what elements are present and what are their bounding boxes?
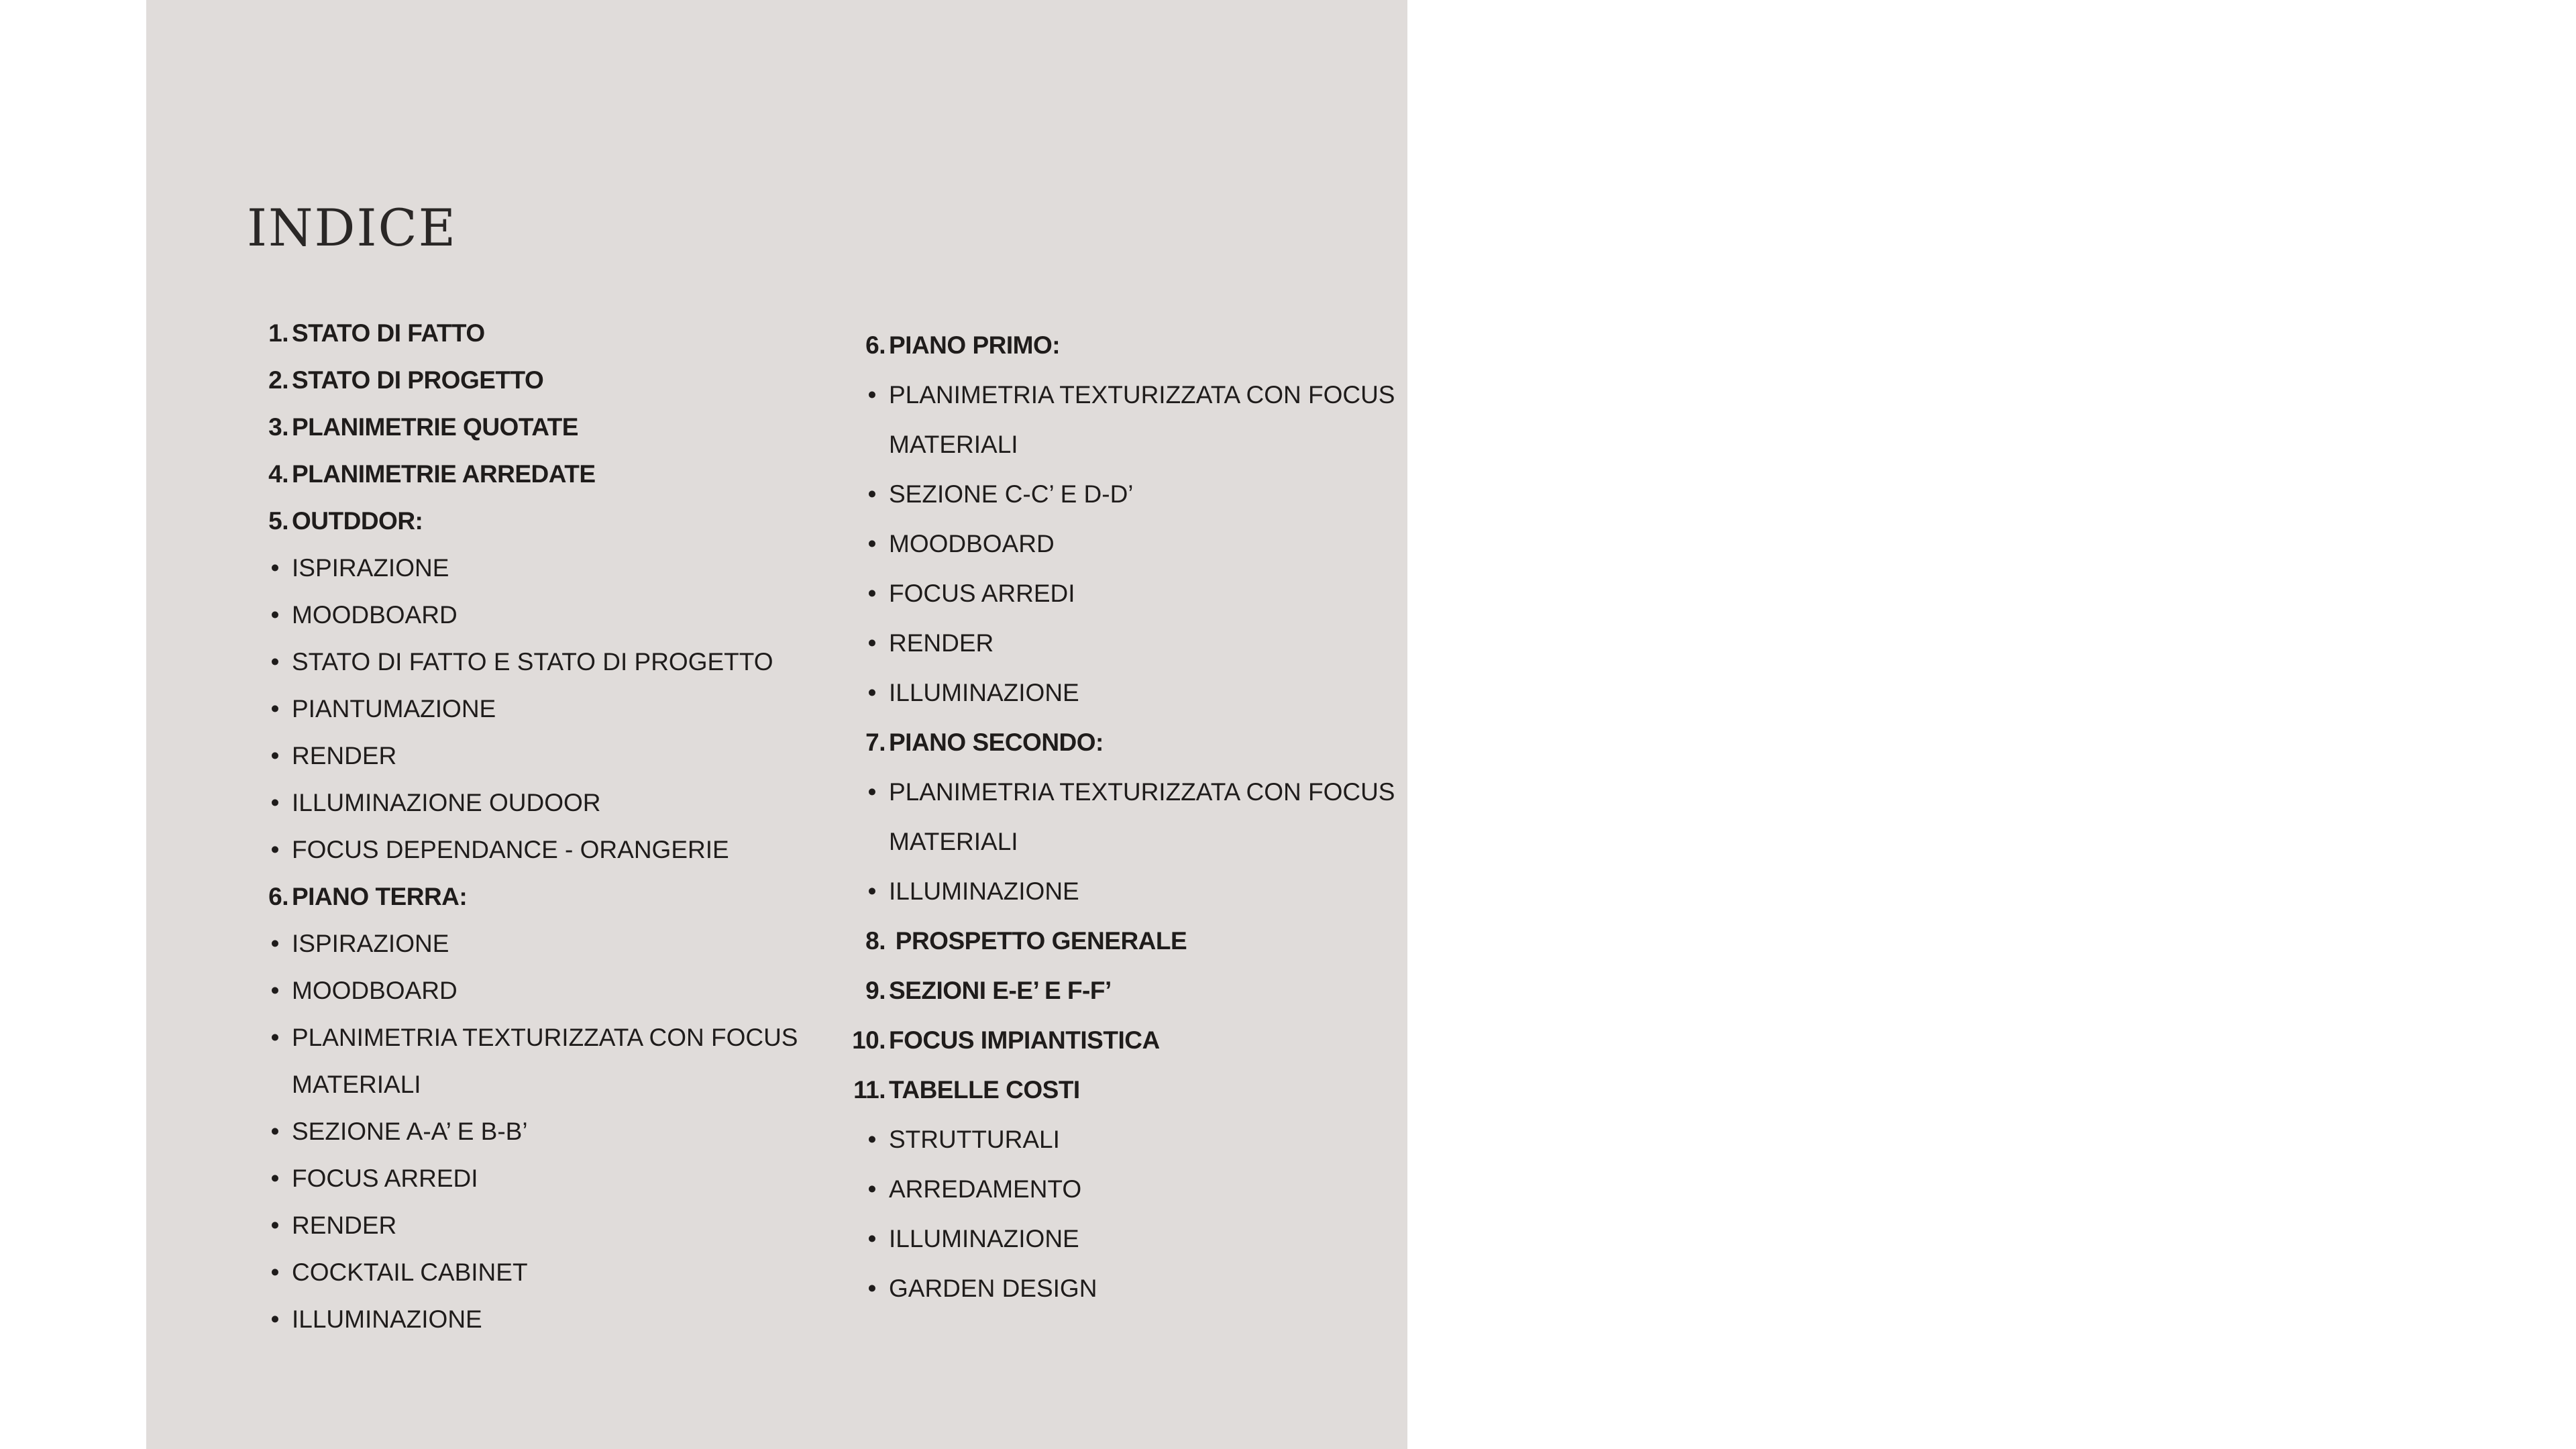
index-item-label: STATO DI PROGETTO	[292, 366, 544, 394]
bullet-marker: •	[270, 789, 280, 816]
index-subitem	[798, 619, 1402, 668]
index-item-label: PLANIMETRIE ARREDATE	[292, 460, 596, 488]
section-number: 1.	[268, 319, 288, 347]
index-subitem	[798, 1214, 1402, 1264]
index-subitem	[201, 592, 805, 639]
index-subitem-continuation	[798, 420, 1402, 470]
index-item-label: PLANIMETRIA TEXTURIZZATA CON FOCUS	[292, 1024, 798, 1051]
index-item-label: FOCUS ARREDI	[292, 1165, 478, 1192]
index-item-label: SEZIONE C-C’ E D-D’	[889, 480, 1134, 508]
bullet-marker: •	[867, 1275, 877, 1302]
index-item-label: MOODBOARD	[292, 601, 458, 629]
bullet-marker: •	[270, 1024, 280, 1051]
index-subitem	[201, 1014, 805, 1061]
index-item-label: ILLUMINAZIONE OUDOOR	[292, 789, 601, 816]
index-subitem	[798, 767, 1402, 817]
index-column-left	[201, 310, 805, 1343]
index-item-label: OUTDDOR:	[292, 507, 423, 535]
index-item-label: SEZIONE A-A’ E B-B’	[292, 1118, 528, 1145]
index-item-label: MOODBOARD	[889, 530, 1055, 557]
section-number: 6.	[268, 883, 288, 910]
index-subitem	[201, 780, 805, 826]
index-section	[798, 321, 1402, 370]
bullet-marker: •	[867, 1175, 877, 1203]
section-number: 3.	[268, 413, 288, 441]
bullet-marker: •	[867, 1225, 877, 1252]
index-subitem	[798, 569, 1402, 619]
index-subitem	[798, 470, 1402, 519]
index-section	[798, 916, 1402, 966]
index-section	[798, 718, 1402, 767]
index-subitem	[201, 1202, 805, 1249]
index-section	[201, 404, 805, 451]
bullet-marker: •	[867, 530, 877, 557]
bullet-marker: •	[270, 1165, 280, 1192]
index-item-label: PROSPETTO GENERALE	[889, 927, 1187, 955]
index-item-label: RENDER	[889, 629, 994, 657]
index-subitem	[798, 668, 1402, 718]
index-section	[798, 1065, 1402, 1115]
bullet-marker: •	[867, 629, 877, 657]
index-item-label: PLANIMETRIA TEXTURIZZATA CON FOCUS	[889, 381, 1395, 409]
section-number: 4.	[268, 460, 288, 488]
index-item-label: FOCUS ARREDI	[889, 580, 1075, 607]
index-subitem	[201, 1155, 805, 1202]
index-item-label: RENDER	[292, 742, 397, 769]
index-subitem	[201, 967, 805, 1014]
index-subitem	[201, 545, 805, 592]
index-item-label: GARDEN DESIGN	[889, 1275, 1097, 1302]
bullet-marker: •	[270, 1118, 280, 1145]
section-number: 6.	[865, 331, 885, 359]
index-item-label: MATERIALI	[889, 431, 1018, 458]
index-section	[201, 357, 805, 404]
section-number: 10.	[852, 1026, 885, 1054]
bullet-marker: •	[270, 742, 280, 769]
index-subitem	[798, 867, 1402, 916]
index-item-label: FOCUS IMPIANTISTICA	[889, 1026, 1160, 1054]
bullet-marker: •	[270, 554, 280, 582]
index-subitem-continuation	[798, 817, 1402, 867]
bullet-marker: •	[270, 1212, 280, 1239]
index-item-label: SEZIONI E-E’ E F-F’	[889, 977, 1112, 1004]
index-item-label: ILLUMINAZIONE	[889, 877, 1079, 905]
index-item-label: FOCUS DEPENDANCE - ORANGERIE	[292, 836, 729, 863]
index-subitem	[798, 1115, 1402, 1165]
index-subitem-continuation	[201, 1061, 805, 1108]
index-item-label: PLANIMETRIE QUOTATE	[292, 413, 578, 441]
index-section	[798, 1016, 1402, 1065]
bullet-marker: •	[270, 1305, 280, 1333]
index-item-label: ISPIRAZIONE	[292, 930, 449, 957]
bullet-marker: •	[867, 480, 877, 508]
index-item-label: COCKTAIL CABINET	[292, 1258, 528, 1286]
index-item-label: STATO DI FATTO E STATO DI PROGETTO	[292, 648, 773, 676]
index-item-label: PIANO PRIMO:	[889, 331, 1061, 359]
index-subitem	[798, 1264, 1402, 1313]
section-number: 11.	[853, 1076, 885, 1104]
index-subitem	[201, 1249, 805, 1296]
index-item-label: STATO DI FATTO	[292, 319, 485, 347]
index-item-label: MATERIALI	[889, 828, 1018, 855]
bullet-marker: •	[867, 381, 877, 409]
index-subitem	[798, 370, 1402, 420]
index-item-label: TABELLE COSTI	[889, 1076, 1080, 1104]
bullet-marker: •	[867, 778, 877, 806]
bullet-marker: •	[270, 977, 280, 1004]
index-item-label: ISPIRAZIONE	[292, 554, 449, 582]
index-item-label: STRUTTURALI	[889, 1126, 1060, 1153]
section-number: 8.	[865, 927, 885, 955]
section-number: 7.	[865, 729, 885, 756]
index-subitem	[201, 1296, 805, 1343]
index-item-label: ARREDAMENTO	[889, 1175, 1082, 1203]
index-item-label: ILLUMINAZIONE	[292, 1305, 482, 1333]
index-item-label: PIANO TERRA:	[292, 883, 468, 910]
index-subitem	[201, 686, 805, 733]
section-number: 2.	[268, 366, 288, 394]
index-item-label: MOODBOARD	[292, 977, 458, 1004]
index-subitem	[798, 519, 1402, 569]
bullet-marker: •	[270, 930, 280, 957]
index-item-label: RENDER	[292, 1212, 397, 1239]
index-subitem	[798, 1165, 1402, 1214]
index-item-label: PLANIMETRIA TEXTURIZZATA CON FOCUS	[889, 778, 1395, 806]
bullet-marker: •	[867, 877, 877, 905]
index-item-label: PIANTUMAZIONE	[292, 695, 496, 722]
bullet-marker: •	[270, 1258, 280, 1286]
index-item-label: ILLUMINAZIONE	[889, 679, 1079, 706]
index-section	[201, 310, 805, 357]
index-subitem	[201, 733, 805, 780]
bullet-marker: •	[867, 580, 877, 607]
index-item-label: ILLUMINAZIONE	[889, 1225, 1079, 1252]
section-number: 5.	[268, 507, 288, 535]
bullet-marker: •	[867, 679, 877, 706]
index-item-label: PIANO SECONDO:	[889, 729, 1104, 756]
bullet-marker: •	[270, 836, 280, 863]
bullet-marker: •	[270, 601, 280, 629]
section-number: 9.	[865, 977, 885, 1004]
index-section	[201, 451, 805, 498]
page-title: INDICE	[247, 198, 458, 258]
index-column-right	[798, 321, 1402, 1313]
index-subitem	[201, 639, 805, 686]
index-section	[798, 966, 1402, 1016]
index-item-label: MATERIALI	[292, 1071, 421, 1098]
bullet-marker: •	[270, 695, 280, 722]
index-section	[201, 498, 805, 545]
bullet-marker: •	[867, 1126, 877, 1153]
bullet-marker: •	[270, 648, 280, 676]
index-subitem	[201, 1108, 805, 1155]
index-subitem	[201, 826, 805, 873]
index-section	[201, 873, 805, 920]
index-subitem	[201, 920, 805, 967]
